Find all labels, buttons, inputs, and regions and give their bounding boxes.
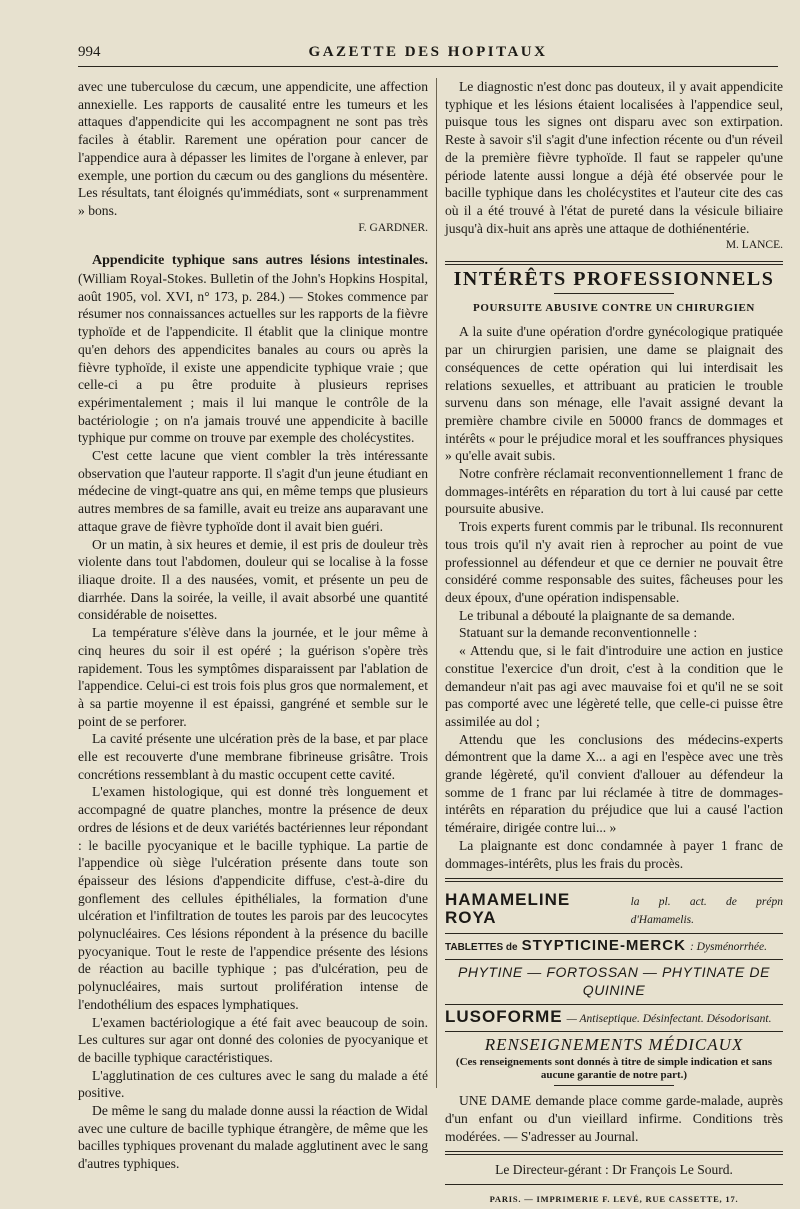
ad-hamameline-desc: la pl. act. de prépn d'Hamamelis. <box>630 896 783 926</box>
article-paragraph: L'examen bactériologique a été fait avec beaucoup de soin. Les cultures sur agar ont donné des colonies de pyocyanique et de bacille typhique caractéristiques. <box>78 1014 428 1065</box>
section-title: INTÉRÊTS PROFESSIONNELS <box>453 268 775 291</box>
ad-stypticine <box>445 934 783 961</box>
directeur-gerant: Le Directeur-gérant : Dr François Le Sourd. <box>495 1162 733 1178</box>
page-number: 994 <box>78 44 101 60</box>
article-title: Appendicite typhique sans autres lésions intestinales. <box>92 253 428 269</box>
journal-title: GAZETTE DES HOPITAUX <box>308 44 548 60</box>
ad-stypticine-prefix: TABLETTES de <box>445 941 518 953</box>
ad-lusoforme <box>445 1005 783 1033</box>
article-paragraph: La cavité présente une ulcération près de la base, et par place elle est recouverte d'une membrane fibrineuse grisâtre. Trois concrétions ressemblant à du mastic occupent cette cavité. <box>78 731 428 782</box>
renseignements-note: (Ces renseignements sont donnés à titre de simple indication et sans aucune garantie de notre part.) <box>455 1056 773 1082</box>
imprimerie-line: PARIS. — IMPRIMERIE F. LEVÉ, RUE CASSETTE, 17. <box>489 1193 739 1204</box>
continuation-signature-row <box>445 237 783 255</box>
article-paragraph: L'examen histologique, qui est donné très longuement et accompagné de quatre planches, montre la présence de deux ordres de lésions et de deux variétés bactériennes leur répondant : le bacille pyocyanique et le bacille typhique. La partie de l'appendice où siège l'ulcération présente dans toute son épaisseur des lésions d'appendicite diffuse, c'est-à-dire du gonflement des cellules épithéliales, la formation d'une ulcération et l'infiltration de toutes les parois par des leucocytes polynucléaires. Ces lésions répondent à la présence du bacille pyocyanique. Tout le reste de l'appendice présente des lésions de réaction au bacille typhique ; pas d'ulcération, peu de polynucléaires, mais surtout prolifération intense de l'endothélium des espaces lymphatiques. <box>78 784 428 1012</box>
renseignements-title: RENSEIGNEMENTS MÉDICAUX <box>484 1035 744 1055</box>
article-paragraph: Or un matin, à six heures et demie, il est pris de douleur très violente dans tout l'abdomen, douleur qui se localise à la fosse iliaque droite. Il a des nausées, vomit, et présente un peu de diarrhée. Dans la soirée, la veille, il avait absorbé une quantité considérable de noisettes. <box>78 536 428 623</box>
section-divider <box>445 261 783 265</box>
gerant-rule <box>445 1184 783 1185</box>
gerant-divider <box>445 1151 783 1155</box>
intro-signature-row <box>78 220 428 238</box>
renseignements-notice: UNE DAME demande place comme garde-malade, auprès d'un enfant ou d'un vieillard infirme. Conditions très modérées. — S'adresser au Journal. <box>445 1093 783 1144</box>
continuation-paragraph: Le diagnostic n'est donc pas douteux, il y avait appendicite typhique et les lésions étaient localisées à l'appendice seul, puisque tous les signes ont disparu avec son extirpation. Reste à savoir s'il s'agit d'une infection récente ou d'un réveil de la première fièvre typhoïde. Il faut se rappeler qu'une période latente aussi longue a déjà été observée pour le bacille typhique dans les cholécystites et l'auteur cite des cas où il a été trouvé à l'état de pureté dans la vésicule biliaire jusqu'à dix-huit ans après une attaque de dothiénentérie. <box>445 79 783 236</box>
article-paragraph: La température s'élève dans la journée, et le jour même à cinq heures du soir il est opéré ; la guérison s'opère très rapidement. Tous les symptômes disparaissent par l'ablation de l'appendice. Celui-ci est trois fois plus gros que normalement, et à sa partie moyenne il est épaissi, gangréné et semble sur le point de se perforer. <box>78 625 428 729</box>
ad-hamameline-brand: HAMAMELINE ROYA <box>445 890 571 927</box>
right-column <box>445 78 783 1209</box>
subsection-title: POURSUITE ABUSIVE CONTRE UN CHIRURGIEN <box>473 301 755 314</box>
article-paragraph: L'agglutination de ces cultures avec le sang du malade a été positive. <box>78 1067 428 1101</box>
section-paragraph: Notre confrère réclamait reconventionnellement 1 franc de dommages-intérêts en réparation du tort à lui causé par cette poursuite abusive. <box>445 466 783 517</box>
renseignements-rule <box>554 1085 674 1086</box>
section-paragraph: Le tribunal a débouté la plaignante de sa demande. <box>459 607 735 623</box>
section-paragraph: Attendu que les conclusions des médecins-experts démontrent que la dame X... a agi en l'espèce avec une très grande légèreté, qu'il convient d'allouer au défendeur la somme de 1 franc par lui réclamée à titre de dommages-intérêts en réparation du préjudice que lui a causé l'action téméraire, dirigée contre lui... » <box>445 731 783 836</box>
section-paragraph: La plaignante est donc condamnée à payer 1 franc de dommages-intérêts, plus les frais du procès. <box>445 837 783 871</box>
article-reference: (William Royal-Stokes. Bulletin of the John's Hopkins Hospital, août 1905, vol. XVI, n° 173, p. 284.) — Stokes commence par résumer nos connaissances actuelles sur les rapports de la fièvre typhoïde et de l'appendicite. Il établit que la clinique montre qu'en dehors des appendicites banales au cours ou après la fièvre typhoïde, il existe une appendicite typhique vraie ; que celle-ci a pu être produite à plusieurs reprises expérimentalement ; mais il lui manque le contrôle de la bactériologie ; on n'a jamais trouvé une appendicite à bacille typhique pur comme on trouve par exemple des cholécystites. <box>78 271 428 446</box>
ad-hamameline <box>445 888 783 933</box>
continuation-signature: M. LANCE. <box>725 239 783 252</box>
section-paragraph: Trois experts furent commis par le tribunal. Ils reconnurent tous trois qu'il n'y avait rien à reprocher au point de vue professionnel au défendeur et que ce dernier ne pouvait être considéré comme responsable des suites, fâcheuses pour les deux époux, d'une opération indispensable. <box>445 519 783 605</box>
ad-stypticine-brand: STYPTICINE-MERCK <box>521 936 686 954</box>
ad-stypticine-desc: : Dysménorrhée. <box>689 940 768 953</box>
section-paragraph: Statuant sur la demande reconventionnelle : <box>459 625 698 641</box>
page-header <box>78 42 778 66</box>
section-paragraph: « Attendu que, si le fait d'introduire une action en justice constitue l'exercice d'un droit, c'est à la condition que le demandeur n'ait pas agi avec mauvaise foi et qu'il ne se soit pas comporté avec une légèreté telle, que celle-ci puisse être assimilée au dol ; <box>445 643 783 729</box>
section-paragraph: A la suite d'une opération d'ordre gynécologique pratiquée par un chirurgien parisien, une dame se plaignait des conséquences de cette opération qui lui interdisait les relations sexuelles, et attribuant au praticien le trouble survenu dans son ménage, elle l'avait assigné devant la première chambre civile en 50000 francs de dommages et intérêts « pour le préjudice moral et les souffrances physiques » qu'elle avait subis. <box>445 324 783 464</box>
article-paragraph: De même le sang du malade donne aussi la réaction de Widal avec une culture de bacille typhique étrangère, de même que les bacilles typhiques provenant du malade agglutinent avec le sang d'autres typhiques. <box>78 1103 428 1172</box>
intro-paragraph: avec une tuberculose du cæcum, une appendicite, une affection annexielle. Les rapports de causalité entre les tumeurs et les attaques d'appendicite qui les accompagnent ne sont pas très faciles à établir. Rarement une opération pour cancer de l'appendice aura à dépasser les limites de l'organe à enlever, par exemple, une portion du cæcum ou des ganglions du mésentère. Les résultats, tant éloignés qu'immédiats, sont « surprenamment » bons. <box>78 79 428 218</box>
ad-lusoforme-brand: LUSOFORME <box>445 1006 563 1026</box>
article-header <box>78 251 428 447</box>
intro-signature: F. GARDNER. <box>358 221 428 234</box>
ad-phytine: PHYTINE — FORTOSSAN — PHYTINATE DE QUININE <box>445 960 783 1004</box>
article-paragraph: C'est cette lacune que vient combler la très intéressante observation que l'auteur rapporte. Il s'agit d'un jeune étudiant en médecine de vingt-quatre ans qui, en même temps que plusieurs autres membres de sa famille, avait eu treize ans auparavant une attaque grave de fièvre typhoïde dont il avait bien guéri. <box>78 448 428 534</box>
column-divider <box>436 78 437 1088</box>
title-rule <box>554 293 674 294</box>
ad-lusoforme-desc: — Antiseptique. Désinfectant. Désodorisant. <box>566 1012 772 1025</box>
ads-divider <box>445 878 783 882</box>
header-rule <box>78 66 778 67</box>
left-column <box>78 78 428 1173</box>
